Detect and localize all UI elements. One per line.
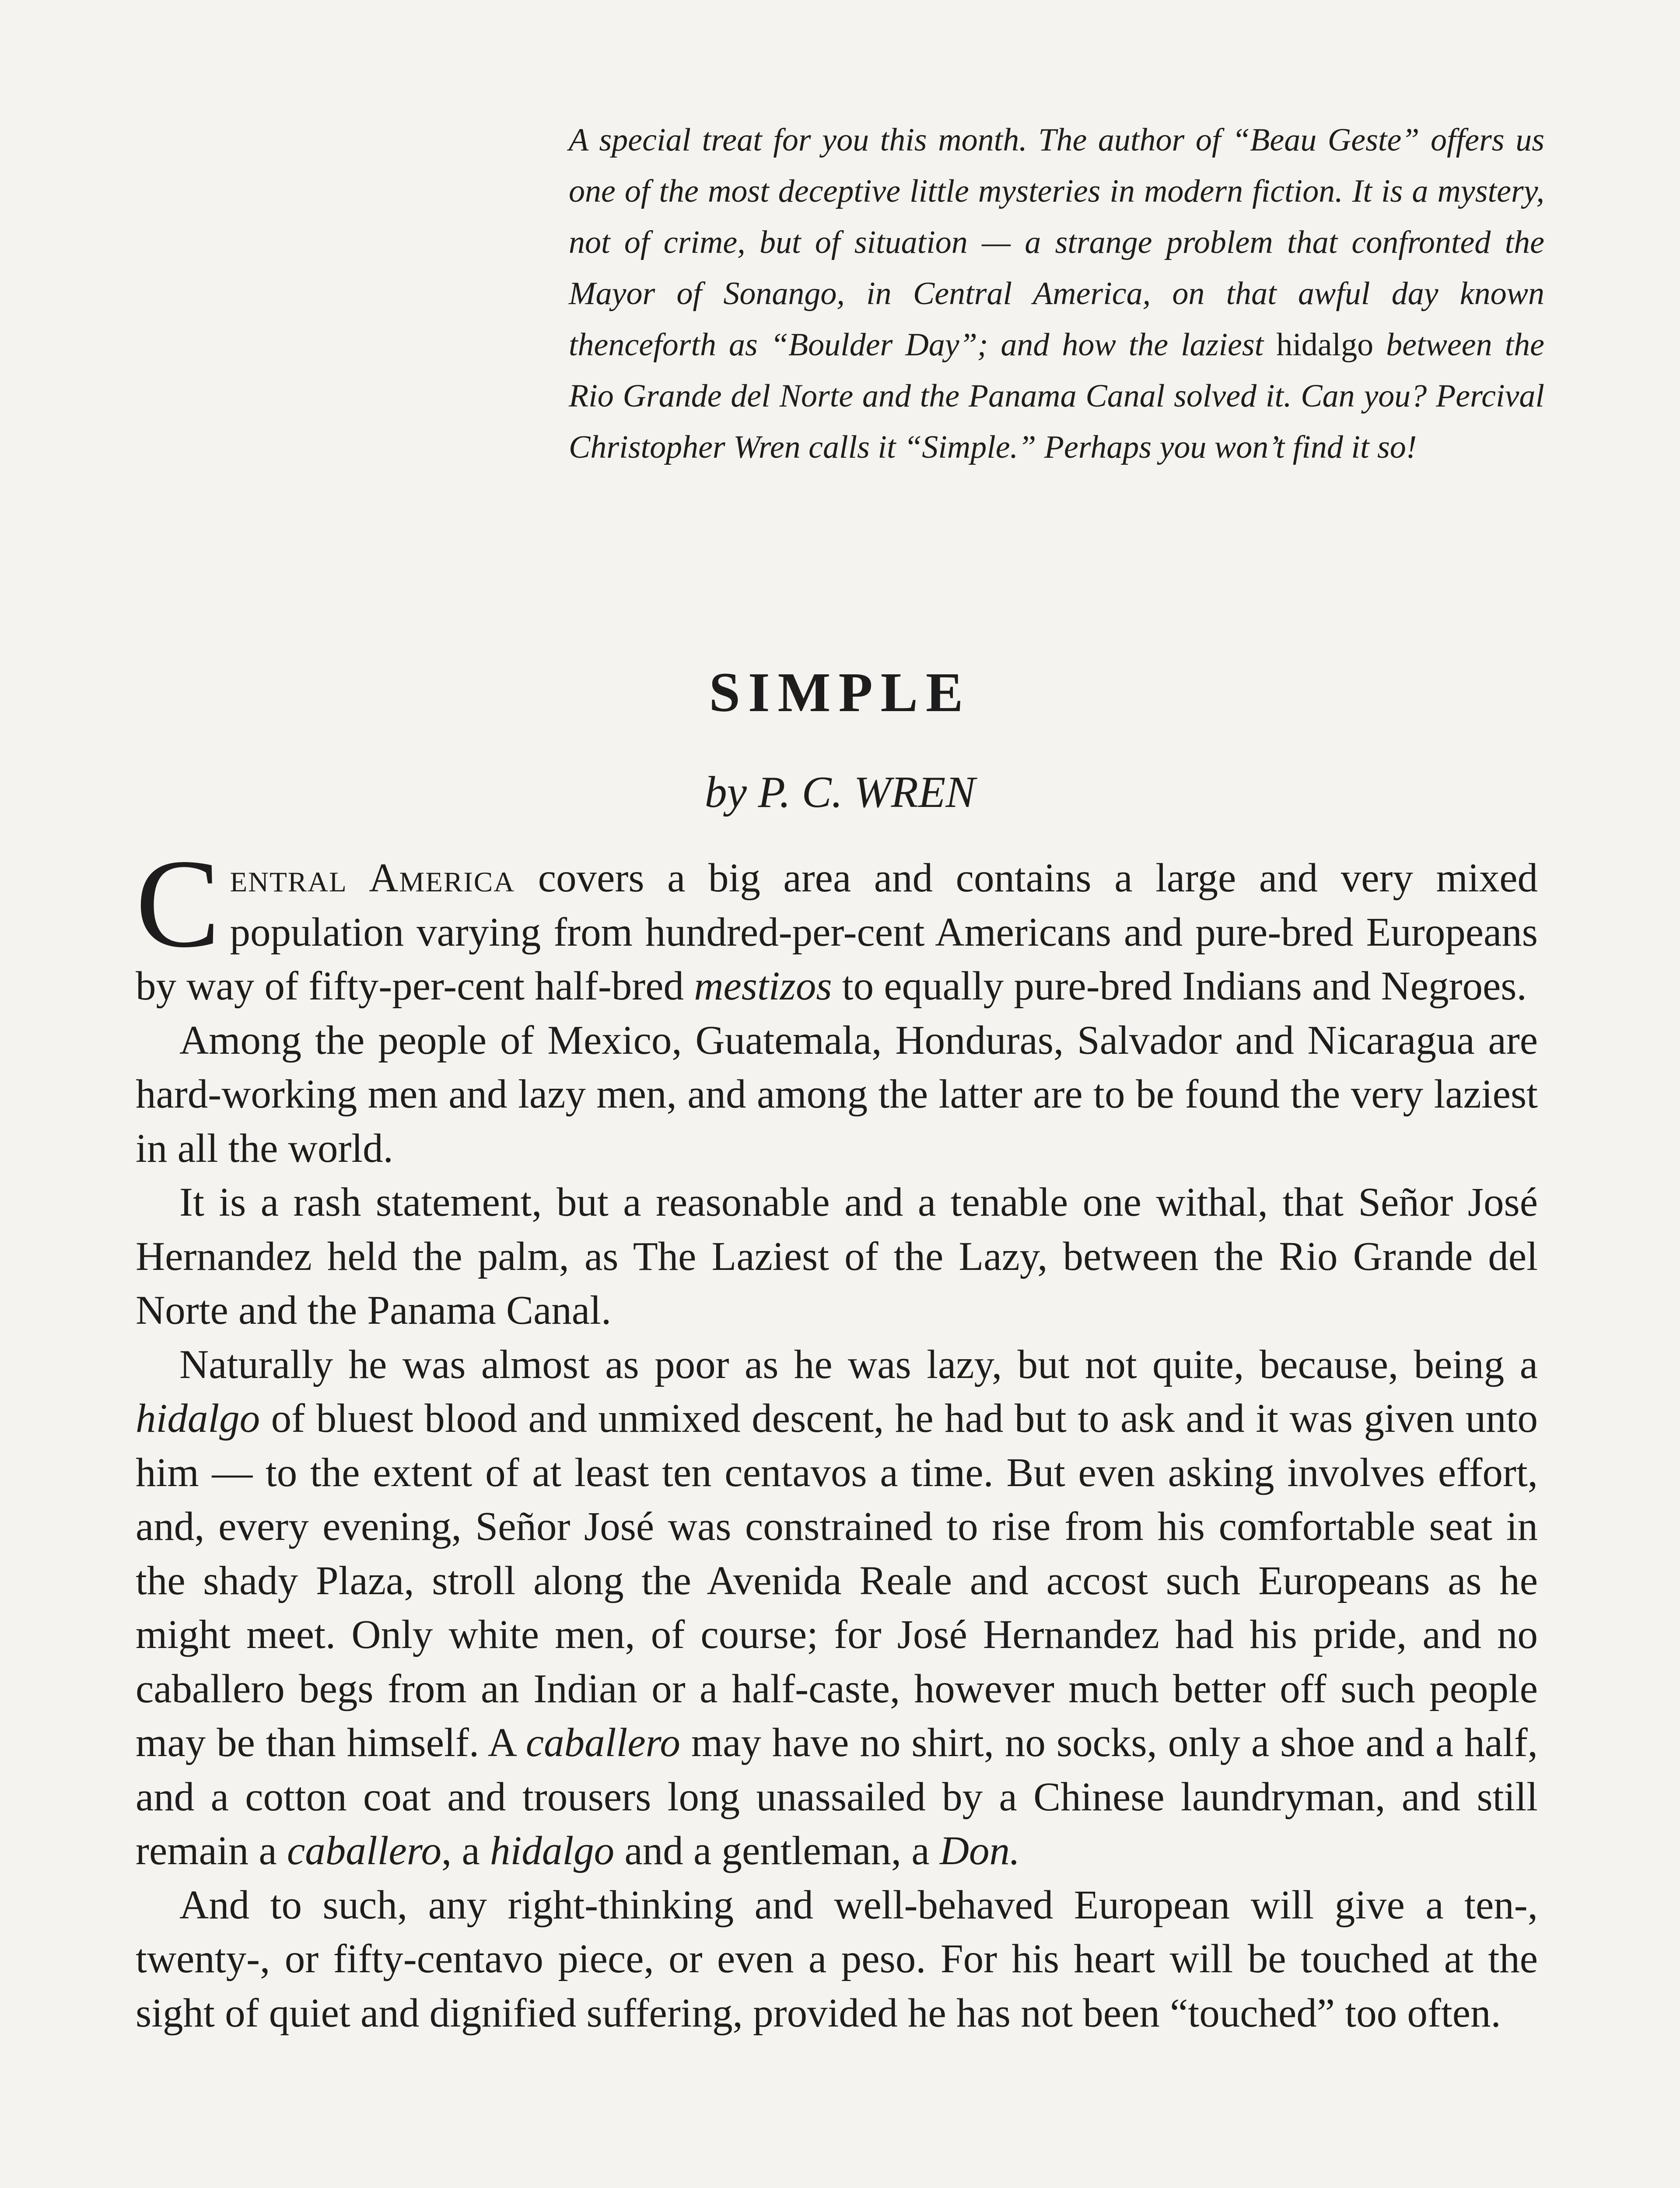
paragraph-1-text: covers a big area and contains a large and very mixed population varying from hundred-per-cent Americans and pure-bred Europeans by way of fifty-per-cent half-bred (136, 856, 1538, 1009)
paragraph-1 (136, 833, 1538, 1013)
story-body (136, 833, 1538, 2040)
paragraph-4-italic-4: hidalgo (490, 1828, 615, 1873)
paragraph-4-text-e: and a gentleman, a (614, 1828, 940, 1873)
paragraph-4-italic-1: hidalgo (136, 1396, 260, 1441)
paragraph-1-end: to equally pure-bred Indians and Negroes. (832, 964, 1527, 1009)
story-title: SIMPLE (709, 661, 971, 723)
paragraph-4-text-a: Naturally he was almost as poor as he was lazy, but not quite, because, being a (179, 1342, 1538, 1387)
paragraph-4-text-c: may have no shirt, no socks, only a shoe and a half, and a cotton coat and trousers long unassailed by a Chinese laundryman, and still remain a (136, 1720, 1538, 1873)
paragraph-1-italic: mestizos (694, 964, 832, 1009)
lead-small-caps: entral America (230, 856, 515, 901)
paragraph-3: It is a rash statement, but a reasonable and a tenable one withal, that Señor José Hernandez held the palm, as The Laziest of the Lazy, between the Rio Grande del Norte and the Panama Canal. (136, 1180, 1538, 1333)
paragraph-4-italic-3: caballero (287, 1828, 441, 1873)
intro-text: A special treat for you this month. The author of “Beau Geste” offers us one of the most deceptive little mysteries in modern fiction. It is a mystery, not of crime, but of situation — a strange problem that confronted the Mayor of Sonango, in Central America, on that awful day known thenceforth as “Boulder Day”; and how the laziest (569, 122, 1544, 363)
paragraph-2: Among the people of Mexico, Guatemala, Honduras, Salvador and Nicaragua are hard-working men and lazy men, and among the latter are to be found the very laziest in all the world. (136, 1017, 1538, 1171)
intro-upright-word: hidalgo (1276, 327, 1374, 363)
editor-introduction (569, 115, 1544, 473)
drop-cap: C (136, 833, 220, 974)
paragraph-4-text-d: , a (441, 1828, 490, 1873)
paragraph-4-italic-2: caballero (525, 1720, 680, 1765)
intro-text-end: between the Rio Grande del Norte and the Panama Canal solved it. Can you? Percival Christopher Wren calls it “Simple.” Perhaps you won’t find it so! (569, 327, 1544, 465)
paragraph-4 (136, 1338, 1538, 1878)
paragraph-4-text-b: of bluest blood and unmixed descent, he had but to ask and it was given unto him — to the extent of at least ten centavos a time. But even asking involves effort, and, every evening, Señor José was constrained to rise from his comfortable seat in the shady Plaza, stroll along the Avenida Reale and accost such Europeans as he might meet. Only white men, of course; for José Hernandez had his pride, and no caballero begs from an Indian or a half-caste, however much better off such people may be than himself. A (136, 1396, 1538, 1765)
paragraph-4-italic-5: Don. (939, 1828, 1020, 1873)
story-byline: by P. C. WREN (704, 768, 976, 817)
paragraph-5: And to such, any right-thinking and well-behaved European will give a ten-, twenty-, or fifty-centavo piece, or even a peso. For his heart will be touched at the sight of quiet and dignified suffering, provided he has not been “touched” too often. (136, 1882, 1538, 2036)
